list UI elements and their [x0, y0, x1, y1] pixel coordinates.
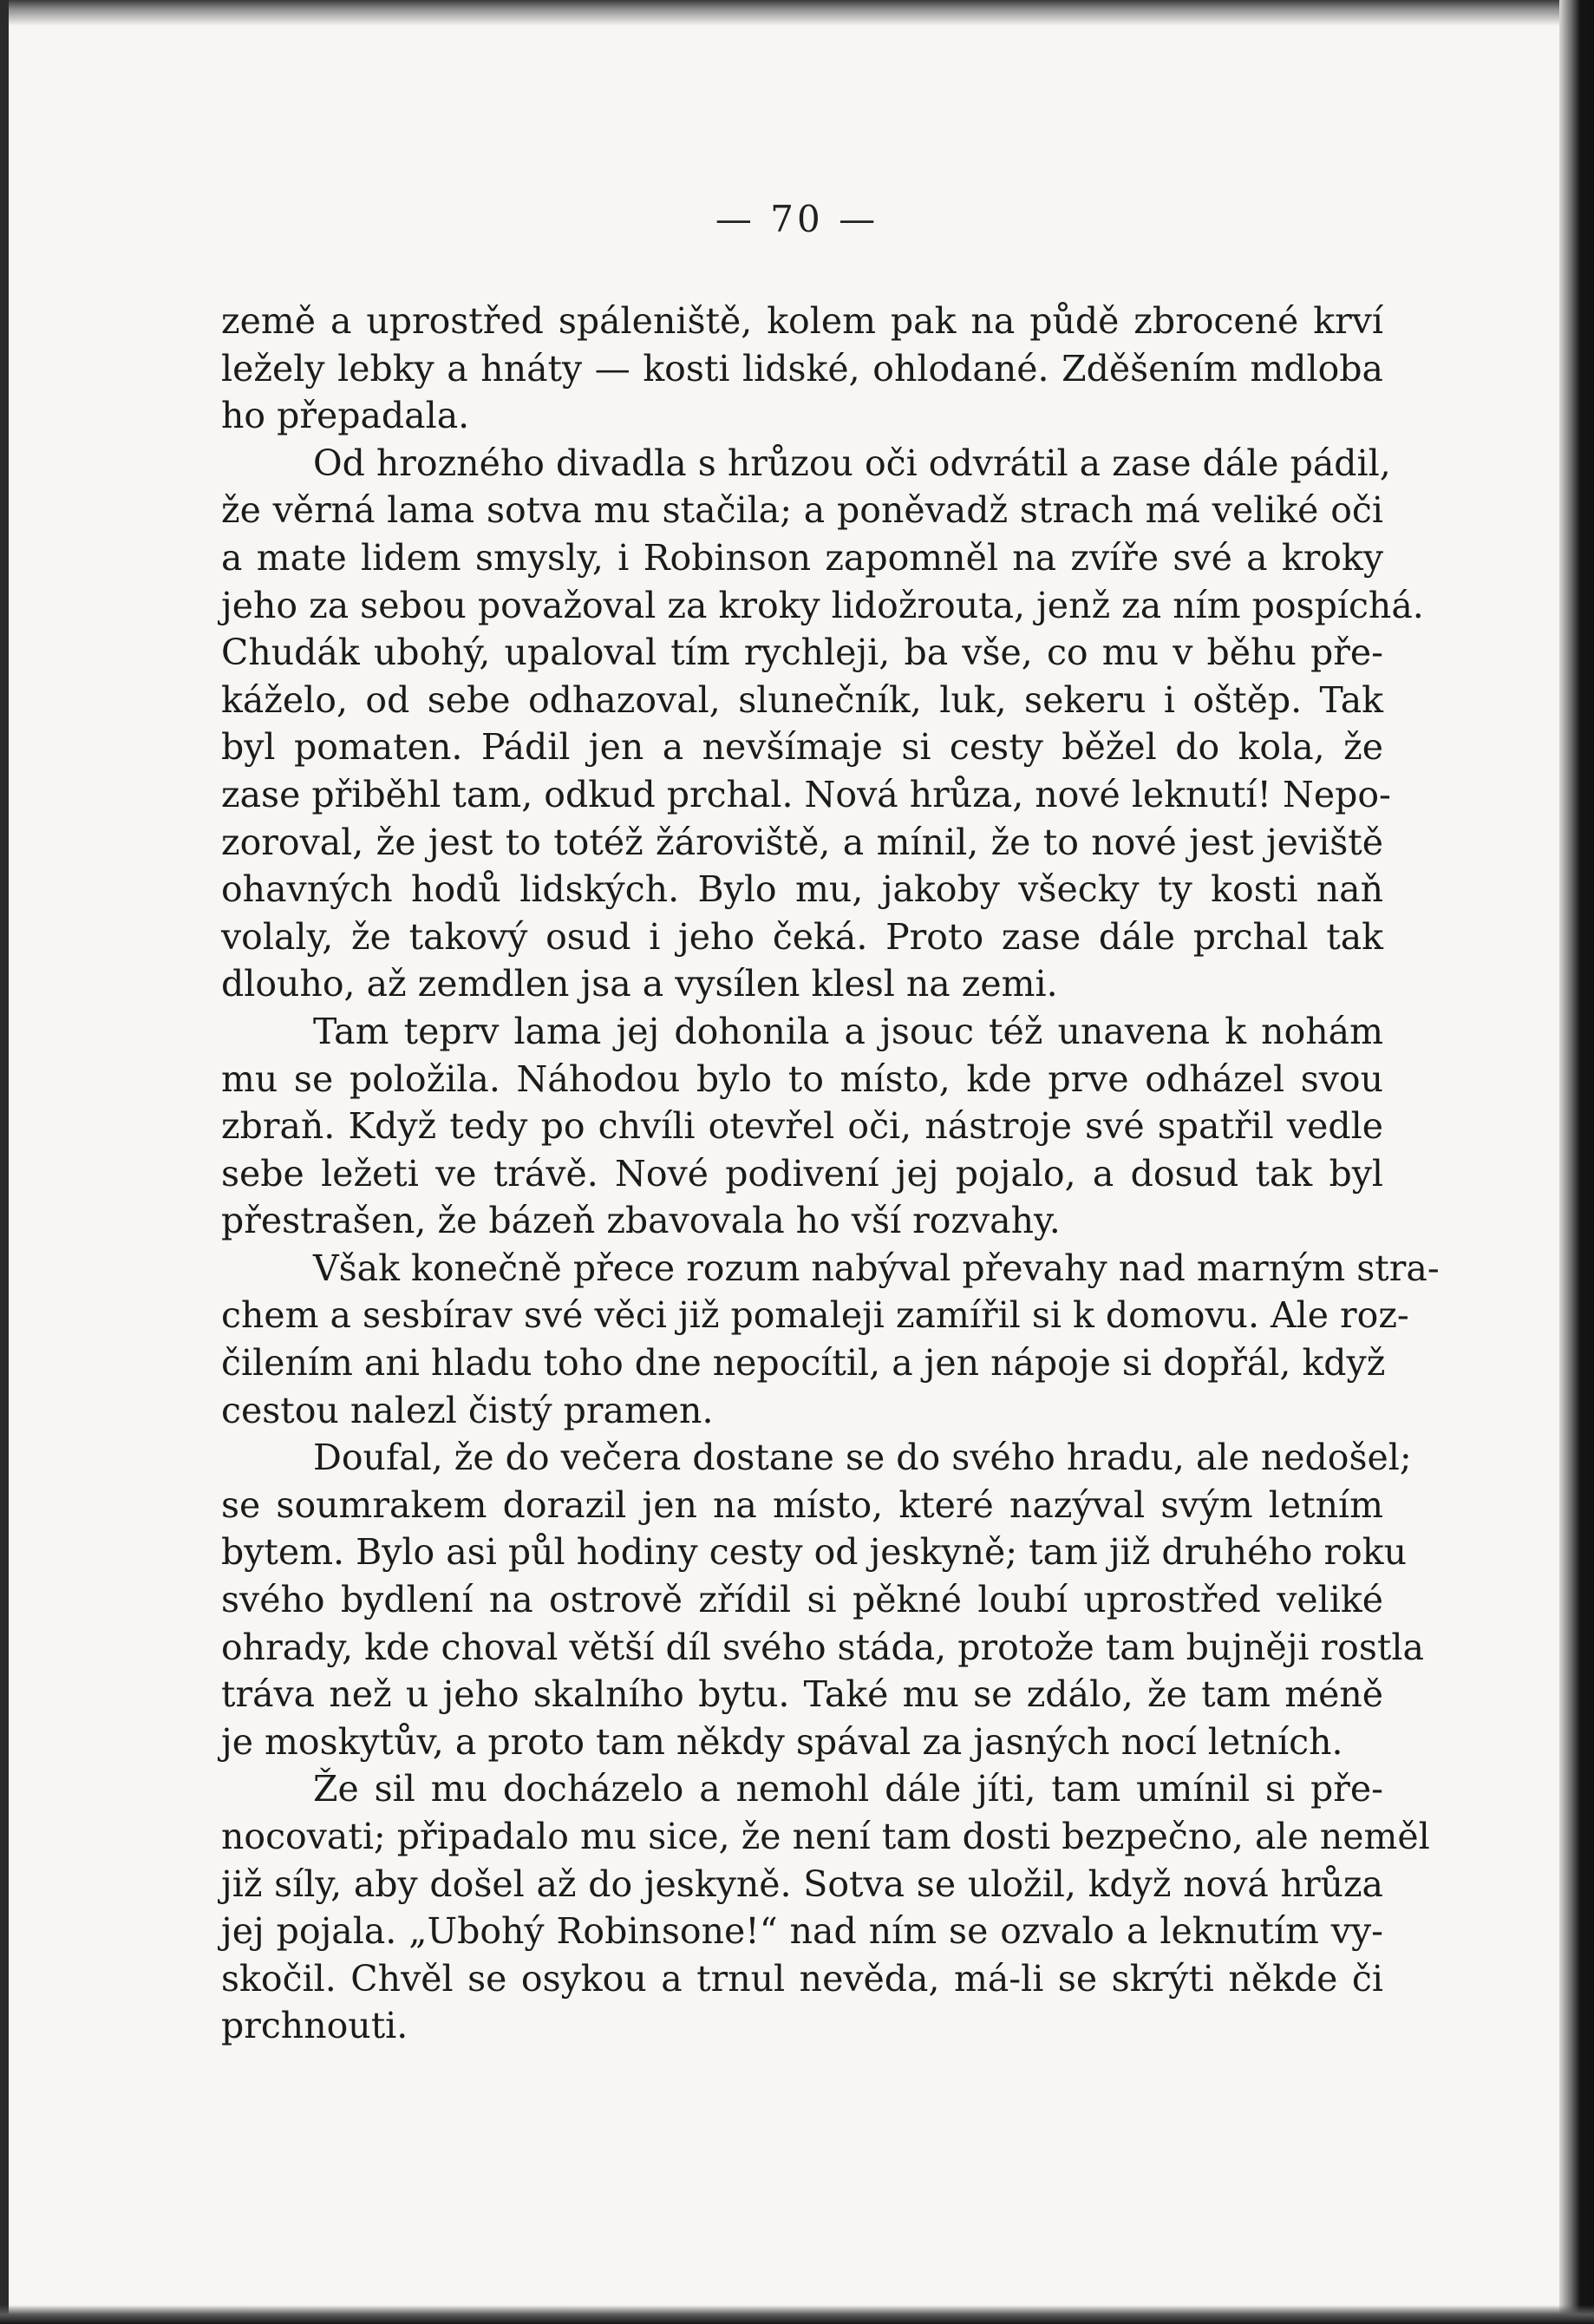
text-line: jeho za sebou považoval za kroky lidožrouta, jenž za ním pospíchá. [221, 584, 1424, 626]
text-line: skočil. Chvěl se osykou a trnul nevěda, má-li se skrýti někde či [221, 1957, 1383, 2000]
text-line: ho přepadala. [221, 395, 470, 437]
body-text [221, 298, 1440, 2050]
text-line: byl pomaten. Pádil jen a nevšímaje si cesty běžel do kola, že [221, 726, 1383, 769]
text-line: Že sil mu docházelo a nemohl dále jíti, tam umínil si pře- [313, 1768, 1383, 1810]
text-line: zase přiběhl tam, odkud prchal. Nová hrůza, nové leknutí! Nepo- [221, 773, 1391, 815]
text-line: dlouho, až zemdlen jsa a vysílen klesl na zemi. [221, 963, 1058, 1005]
text-line: jej pojala. „Ubohý Robinsone!“ nad ním se ozvalo a leknutím vy- [221, 1910, 1383, 1953]
text-line: ohavných hodů lidských. Bylo mu, jakoby všecky ty kosti naň [221, 868, 1383, 911]
bottom-page-edge [0, 2305, 1594, 2324]
text-line: je moskytův, a proto tam někdy spával za jasných nocí letních. [221, 1720, 1343, 1763]
text-line: že věrná lama sotva mu stačila; a poněvadž strach má veliké oči [221, 489, 1383, 532]
text-line: zbraň. Když tedy po chvíli otevřel oči, nástroje své spatřil vedle [221, 1105, 1383, 1148]
text-line: chem a sesbírav své věci již pomaleji zamířil si k domovu. Ale roz- [221, 1294, 1409, 1337]
right-binding-edge [1559, 0, 1594, 2324]
page-number: — 70 — [715, 198, 879, 240]
text-line: bytem. Bylo asi půl hodiny cesty od jeskyně; tam již druhého roku [221, 1531, 1407, 1574]
text-line: země a uprostřed spáleniště, kolem pak na půdě zbrocené krví [221, 300, 1383, 342]
text-line: svého bydlení na ostrově zřídil si pěkné loubí uprostřed veliké [221, 1579, 1383, 1621]
text-line: zoroval, že jest to totéž žároviště, a mínil, že to nové jest jeviště [221, 821, 1383, 863]
text-line: a mate lidem smysly, i Robinson zapomněl na zvíře své a kroky [221, 536, 1383, 579]
text-line: přestrašen, že bázeň zbavovala ho vší rozvahy. [221, 1200, 1061, 1242]
text-line: sebe ležeti ve trávě. Nové podivení jej pojalo, a dosud tak byl [221, 1152, 1383, 1195]
text-line: káželo, od sebe odhazoval, slunečník, luk, sekeru i oštěp. Tak [221, 678, 1383, 721]
text-line: čilením ani hladu toho dne nepocítil, a jen nápoje si dopřál, když [221, 1342, 1386, 1385]
text-line: ohrady, kde choval větší díl svého stáda, protože tam bujněji rostla [221, 1626, 1424, 1668]
text-line: volaly, že takový osud i jeho čeká. Proto zase dále prchal tak [221, 915, 1383, 958]
text-line: Chudák ubohý, upaloval tím rychleji, ba vše, co mu v běhu pře- [221, 632, 1383, 674]
text-line: Však konečně přece rozum nabýval převahy nad marným stra- [313, 1247, 1440, 1289]
text-line: se soumrakem dorazil jen na místo, které nazýval svým letním [221, 1483, 1383, 1526]
text-line: nocovati; připadalo mu sice, že není tam dosti bezpečno, ale neměl [221, 1816, 1430, 1857]
text-line: Doufal, že do večera dostane se do svého hradu, ale nedošel; [313, 1437, 1412, 1479]
text-line: Od hrozného divadla s hrůzou oči odvrátil a zase dále pádil, [313, 442, 1391, 484]
text-line: ležely lebky a hnáty — kosti lidské, ohlodané. Zděšením mdloba [221, 347, 1383, 390]
text-line: Tam teprv lama jej dohonila a jsouc též unavena k nohám [313, 1010, 1383, 1052]
left-page-edge [0, 0, 9, 2324]
text-line: tráva než u jeho skalního bytu. Také mu se zdálo, že tam méně [221, 1673, 1383, 1716]
text-line: cestou nalezl čistý pramen. [221, 1389, 714, 1431]
text-line: prchnouti. [221, 2005, 408, 2047]
text-line: mu se položila. Náhodou bylo to místo, kde prve odházel svou [221, 1057, 1383, 1100]
text-line: již síly, aby došel až do jeskyně. Sotva se uložil, když nová hrůza [221, 1862, 1383, 1905]
top-edge-shadow [0, 0, 1594, 26]
